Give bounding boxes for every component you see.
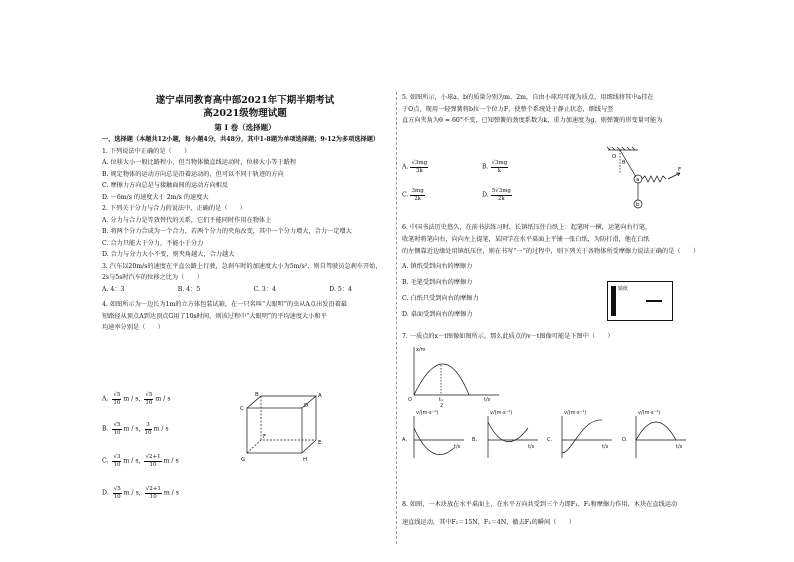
right-column bbox=[402, 92, 692, 127]
q7-c-curve bbox=[562, 420, 602, 453]
q1-option-c: C. 摩擦力方向总是与接触面间的运动方向相反 bbox=[102, 182, 229, 189]
q7-b-xlabel: t/s bbox=[528, 444, 535, 450]
q4-stem-3: 均速率分别是（ ） bbox=[102, 324, 164, 331]
q4-stem: 4. 如图所示为一边长为1m的立方体包装试箱，在一只名叫“大眼明”的虫从A点出发沿着最 bbox=[102, 301, 348, 308]
brush-stroke bbox=[646, 300, 662, 302]
q4-stem-2: 短路径从顶点A到达顶点G用了10s时间，则该过程中“大眼明”的平均速度大小和平 bbox=[102, 312, 327, 320]
q6-option-c: C. 白纸只受到向右的摩擦力 bbox=[402, 295, 479, 302]
volume-heading: 第 I 卷（选择题） bbox=[214, 123, 276, 132]
q3-options bbox=[102, 284, 352, 296]
q7-d-xlabel: t/s bbox=[676, 444, 683, 450]
cube-label-e: E bbox=[318, 440, 322, 446]
cube-front-face bbox=[247, 408, 302, 453]
cube-label-a: A bbox=[318, 393, 322, 399]
q6-option-d: D. 桌面受到向右的摩擦力 bbox=[402, 311, 473, 318]
q1-stem: 1. 下列说法中正确的是（ ） bbox=[102, 147, 191, 155]
q8-stem: 8. 如图，一木块放在水平桌面上，在水平方向共受到三个力即F₁、F₂和摩擦力作用，木块在直线运动 bbox=[402, 501, 678, 508]
q2-option-d: D. 合力与分力大小不变，则夹角越大，合力越大 bbox=[102, 251, 235, 258]
q7-b-ylabel: v/(m·s⁻¹) bbox=[490, 410, 513, 416]
q5-option-c: C. $\frac{3mg}{2k}$ bbox=[402, 188, 424, 202]
q7-b-curve bbox=[488, 422, 528, 442]
q3-option-c: C. 3：4 bbox=[253, 285, 276, 293]
spring bbox=[642, 176, 666, 182]
label-a: a bbox=[636, 177, 640, 183]
q2-option-b: B. 将两个分力合成为一个合力，若两个分力的夹角改变，其中一个分力增大，合力一定增大 bbox=[102, 228, 352, 235]
q2-option-a: A. 分力与合力是等效替代的关系，它们不能同时作用在物体上 bbox=[102, 216, 272, 224]
cube-label-c: C bbox=[240, 406, 244, 412]
q3-option-b: B. 4：5 bbox=[177, 285, 201, 293]
paper-weight-label: 镇纸 bbox=[618, 286, 629, 292]
xt-origin: O bbox=[408, 397, 412, 403]
q7-a-ylabel: v/(m·s⁻¹) bbox=[416, 410, 439, 416]
q7-option-a-letter: A. bbox=[402, 437, 407, 443]
q6-stem-2: 收笔时将笔向右，向向左上提笔，某同学在水平桌面上平铺一张白纸，为防打滑，他在白纸 bbox=[402, 236, 650, 243]
q4-option-d: D. $\frac{√5}{10}$ m / s, $\frac{√2+1}{10}$ m / s bbox=[102, 486, 179, 500]
q7-vt-graphs bbox=[402, 408, 692, 468]
q4-option-c: C. $\frac{√3}{10}$ m / s, $\frac{√2+1}{10}$ m / s bbox=[102, 454, 179, 468]
cube-label-d: D bbox=[304, 403, 309, 409]
q7-option-d-letter: D. bbox=[622, 437, 628, 443]
q7-d-curve bbox=[636, 422, 676, 440]
q6-stem-3: 的左侧靠近边缘处用镇纸压住，则在书写“一”的过程中，则下列关于各物体所受摩擦力说法正确的是（ ） bbox=[402, 248, 700, 255]
xt-t1-label: t₁ bbox=[439, 397, 443, 403]
cube-label-b: B bbox=[255, 392, 259, 398]
q5-option-d: D. $\frac{5√3mg}{2k}$ bbox=[482, 188, 511, 202]
label-theta: θ bbox=[622, 160, 626, 166]
q4-options bbox=[102, 392, 179, 516]
q3-stem-2: 2s与5s时汽车的位移之比为（ ） bbox=[102, 274, 203, 281]
q7-c-ylabel: v/(m·s⁻¹) bbox=[564, 410, 587, 416]
q7-a-curve bbox=[414, 428, 454, 455]
xt-ylabel: x/m bbox=[416, 347, 426, 353]
pendulum-spring-figure bbox=[598, 144, 688, 214]
section-heading: 一、选择题（本题共12小题，每小题4分，共48分，其中1-8题为单项选择题；9-12为多项选择题） bbox=[102, 136, 380, 143]
paper-weight-figure bbox=[607, 281, 673, 321]
q7-xt-graph bbox=[404, 343, 504, 409]
q8-stem-2: 速直线运动，其中F₁＝15N，F₂＝4N，撤去F₁的瞬间（ ） bbox=[402, 519, 575, 526]
exam-title: 遂宁卓同教育高中部2021年下期半期考试 bbox=[155, 95, 335, 106]
xt-xlabel: t/s bbox=[484, 397, 491, 403]
q1-option-b: B. 规定物体的运动方向总是沿着运动的，但可以不同于轨迹的方向 bbox=[102, 170, 284, 178]
q6-option-a: A. 镇纸受到向右的摩擦力 bbox=[402, 263, 473, 270]
q2-option-c: C. 合力只能大于分力，不能小于分力 bbox=[102, 239, 204, 247]
column-divider bbox=[396, 92, 397, 544]
paper-weight-bar bbox=[611, 286, 616, 316]
q5-stem-2: 于O点，现用一轻弹簧将b拉一个位力F，使整个系统处于静止状态，细线与竖 bbox=[402, 105, 614, 113]
cube-label-f: F bbox=[263, 434, 267, 440]
xt-half-label: 2 bbox=[440, 403, 444, 409]
cube-figure bbox=[235, 388, 325, 466]
q5-stem: 5. 如图所示，小球a、b的质量分别为m、2m，自由小球均可视为质点，用细线将其中a挂在 bbox=[402, 94, 654, 101]
q3-stem: 3. 汽车以20m/s的速度在平直公路上行驶，急刹车时的加速度大小为5m/s²，则自驾驶员急刹车开始， bbox=[102, 262, 382, 270]
q7-option-c-letter: C. bbox=[547, 437, 553, 443]
q3-option-a: A. 4：3 bbox=[102, 285, 125, 293]
ceiling-hatch bbox=[607, 147, 635, 150]
q2-stem: 2. 下列关于分力与合力的说法中，正确的是（ ） bbox=[102, 205, 246, 212]
q1-option-d: D. －6m/s 的速度大于 2m/s 的速度大 bbox=[102, 193, 209, 201]
q5-stem-3: 直方向夹角为θ = 60°不变，已知弹簧的劲度系数为k，重力加速度为g，则弹簧的形变量可能为 bbox=[402, 117, 663, 124]
q5-options bbox=[402, 160, 602, 216]
q4-option-a: A. $\frac{√5}{10}$ m / s, $\frac{√5}{10}$ m / s bbox=[102, 392, 171, 406]
exam-subtitle: 高2021级物理试题 bbox=[203, 108, 287, 119]
label-f: F bbox=[678, 167, 682, 173]
q8-block bbox=[402, 496, 692, 532]
label-o: O bbox=[612, 154, 617, 160]
cube-label-h: H bbox=[303, 457, 308, 463]
q7-option-b-letter: B. bbox=[472, 437, 478, 443]
xt-curve bbox=[414, 364, 469, 395]
q5-option-b: B. $\frac{√3mg}{k}$ bbox=[482, 160, 508, 174]
q1-option-a: A. 位移大小一般比路程小，但当物体做直线运动时，位移大小等于路程 bbox=[102, 159, 297, 166]
q7-a-xlabel: t/s bbox=[454, 444, 461, 450]
cube-hidden-edges bbox=[247, 440, 316, 453]
q7-stem: 7. 一质点的x－t图像如图所示，那么此质点的v－t图像可能是下图中（ ） bbox=[402, 333, 614, 340]
left-column bbox=[102, 92, 388, 334]
q7-c-xlabel: t/s bbox=[602, 444, 609, 450]
q3-option-d: D. 5：4 bbox=[329, 285, 352, 293]
cube-label-g: G bbox=[241, 457, 246, 463]
q7-d-ylabel: v/(m·s⁻¹) bbox=[638, 410, 661, 416]
q6-option-b: B. 毛笔受到向右的摩擦力 bbox=[402, 279, 473, 286]
q6-stem: 6. 中国书法历史悠久，在前书法练习时，长镇纸压住白纸上：起笔时一横，运笔向右行笔， bbox=[402, 224, 652, 231]
label-b: b bbox=[636, 202, 640, 208]
q5-option-a: A. $\frac{√3mg}{3k}$ bbox=[402, 160, 428, 174]
q4-option-b: B. $\frac{√5}{10}$ m / s, $\frac{3}{10}$ m / s bbox=[102, 422, 169, 436]
q7-options bbox=[402, 408, 692, 468]
